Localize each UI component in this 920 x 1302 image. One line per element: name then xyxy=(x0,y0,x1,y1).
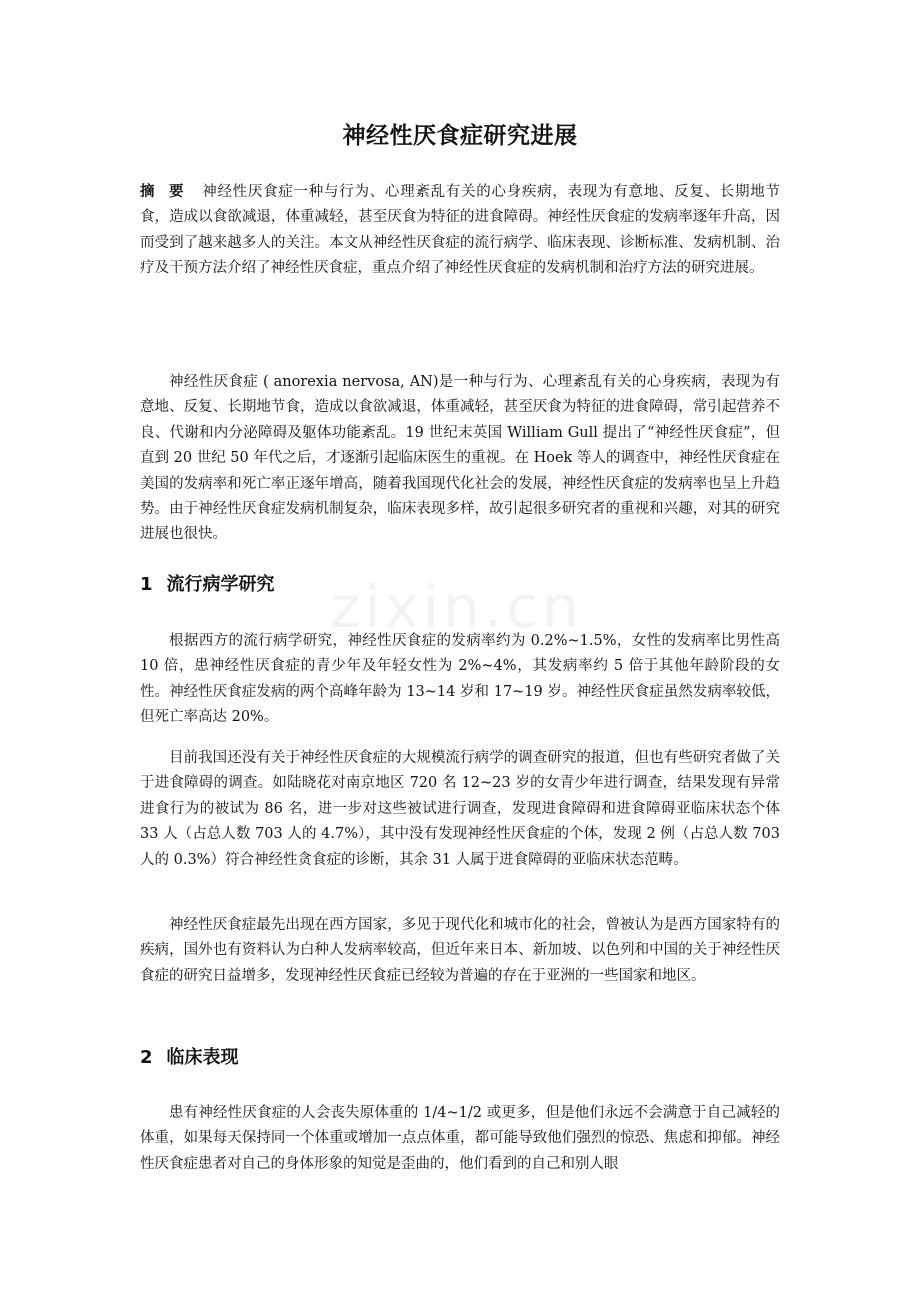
section-heading-clinical xyxy=(140,1043,780,1073)
section-number: 1 xyxy=(140,574,153,595)
epidemiology-paragraph-1: 根据西方的流行病学研究，神经性厌食症的发病率约为 0.2%~1.5%，女性的发病率比男性高 10 倍，患神经性厌食症的青少年及年轻女性为 2%~4%，其发病率约 5 倍于其他年龄阶段的女性。神经性厌食症发病的两个高峰年龄为 13~14 岁和 17~19 岁。神经性厌食症虽然发病率较低，但死亡率高达 20%。 xyxy=(140,633,780,726)
intro-paragraph: 神经性厌食症 ( anorexia nervosa, AN)是一种与行为、心理紊乱有关的心身疾病，表现为有意地、反复、长期地节食，造成以食欲减退，体重减轻，甚至厌食为特征的进食障碍，常引起营养不良、代谢和内分泌障碍及躯体功能紊乱。19 世纪末英国 William Gull 提出了“神经性厌食症”，但直到 20 世纪 50 年代之后，才逐渐引起临床医生的重视。在 Hoek 等人的调查中，神经性厌食症在美国的发病率和死亡率正逐年增高，随着我国现代化社会的发展，神经性厌食症的发病率也呈上升趋势。由于神经性厌食症发病机制复杂，临床表现多样，故引起很多研究者的重视和兴趣，对其的研究进展也很快。 xyxy=(140,374,780,543)
epidemiology-paragraph-2: 目前我国还没有关于神经性厌食症的大规模流行病学的调查研究的报道，但也有些研究者做了关于进食障碍的调查。如陆晓花对南京地区 720 名 12~23 岁的女青少年进行调查，结果发现有异常进食行为的被试为 86 名，进一步对这些被试进行调查，发现进食障碍和进食障碍亚临床状态个体 33 人（占总人数 703 人的 4.7%），其中没有发现神经性厌食症的个体，发现 2 例（占总人数 703 人的 0.3%）符合神经性贪食症的诊断，其余 31 人属于进食障碍的亚临床状态范畴。 xyxy=(140,750,780,868)
document-title: 神经性厌食症研究进展 xyxy=(342,123,578,149)
epidemiology-paragraph-3: 神经性厌食症最先出现在西方国家，多见于现代化和城市化的社会，曾被认为是西方国家特有的疾病，国外也有资料认为白种人发病率较高，但近年来日本、新加坡、以色列和中国的关于神经性厌食症的研究日益增多，发现神经性厌食症已经较为普遍的存在于亚洲的一些国家和地区。 xyxy=(140,917,780,984)
section-title: 流行病学研究 xyxy=(166,574,275,595)
abstract-label: 摘 要 xyxy=(140,184,189,200)
section-title: 临床表现 xyxy=(166,1047,239,1068)
section-number: 2 xyxy=(140,1047,153,1068)
clinical-paragraph-1: 患有神经性厌食症的人会丧失原体重的 1/4~1/2 或更多，但是他们永远不会满意于自己减轻的体重，如果每天保持同一个体重或增加一点点体重，都可能导致他们强烈的惊恐、焦虑和抑郁。神经性厌食症患者对自己的身体形象的知觉是歪曲的，他们看到的自己和别人眼 xyxy=(140,1105,780,1172)
abstract-text: 神经性厌食症一种与行为、心理紊乱有关的心身疾病，表现为有意地、反复、长期地节食，造成以食欲减退，体重减轻，甚至厌食为特征的进食障碍。神经性厌食症的发病率逐年升高，因而受到了越来越多人的关注。本文从神经性厌食症的流行病学、临床表现、诊断标准、发病机制、治疗及干预方法介绍了神经性厌食症，重点介绍了神经性厌食症的发病机制和治疗方法的研究进展。 xyxy=(140,184,780,277)
section-heading-epidemiology xyxy=(140,570,780,600)
abstract xyxy=(140,180,780,282)
watermark: zixin.cn xyxy=(330,573,583,641)
